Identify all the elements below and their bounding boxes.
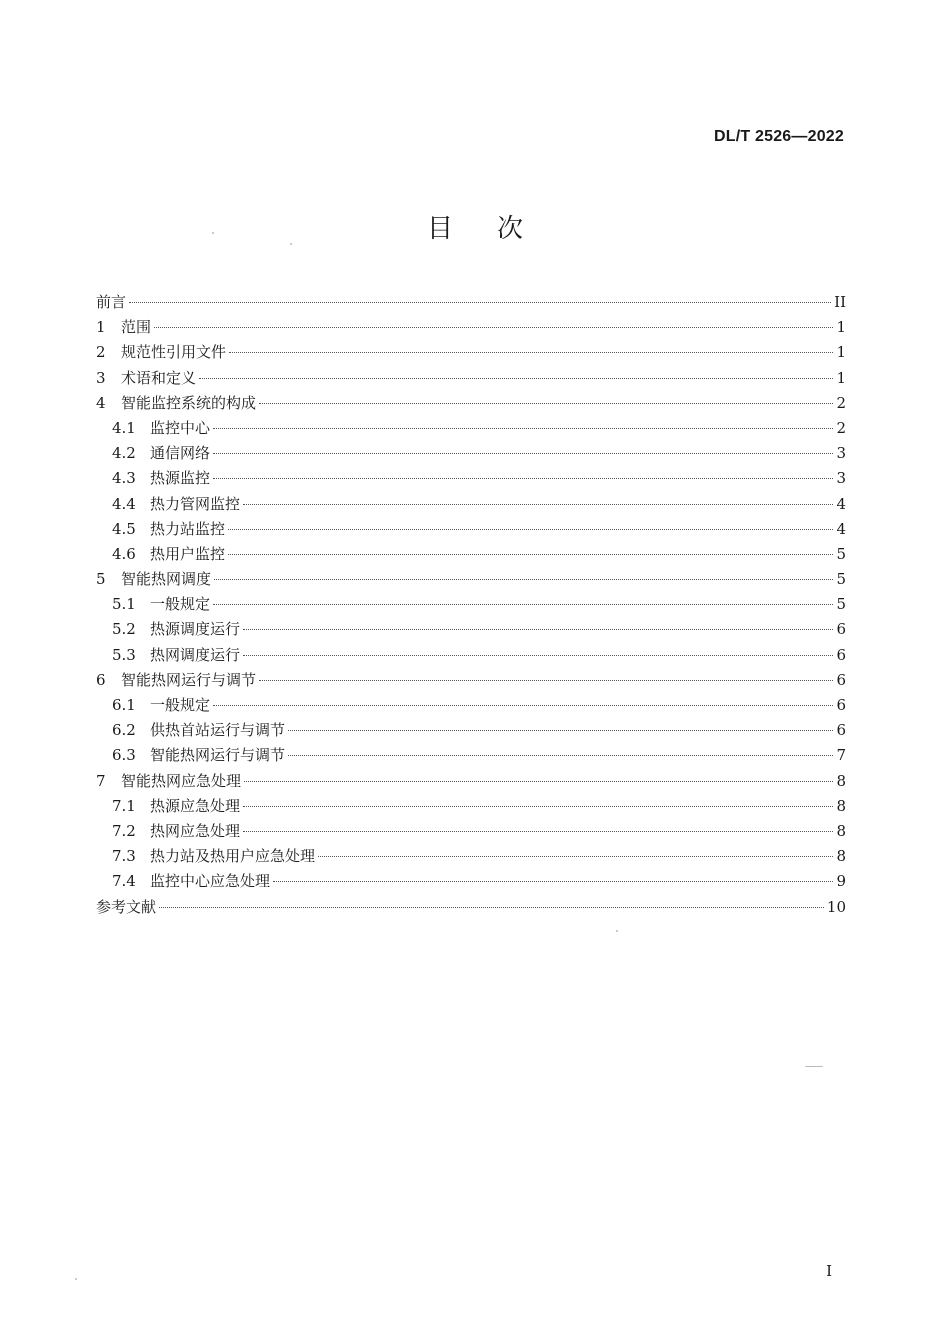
dot-leader [259, 680, 833, 681]
toc-entry-label: 一般规定 [150, 595, 211, 614]
toc-entry-page: 2 [836, 393, 846, 412]
toc-entry-number: 3 [96, 368, 106, 387]
toc-entry-page: 2 [836, 418, 846, 437]
scan-speck [805, 1066, 823, 1067]
toc-entry-label: 热网调度运行 [150, 645, 241, 664]
toc-entry-label: 智能热网运行与调节 [121, 670, 257, 689]
toc-entry-label: 热网应急处理 [150, 821, 241, 840]
toc-entry-page: II [834, 293, 846, 311]
toc-entry[interactable] [96, 416, 846, 441]
dot-leader [213, 705, 833, 706]
dot-leader [259, 403, 833, 404]
toc-entry-number: 5.2 [112, 620, 136, 639]
toc-entry-page: 4 [836, 519, 846, 538]
toc-entry[interactable] [96, 517, 846, 542]
dot-leader [154, 327, 833, 328]
dot-leader [243, 831, 833, 832]
toc-entry-label: 热用户监控 [150, 544, 226, 563]
toc-entry-number: 7 [96, 771, 106, 790]
document-code: DL/T 2526—2022 [714, 128, 844, 145]
toc-entry-number: 6.3 [112, 746, 136, 765]
toc-title: 目次 [426, 214, 567, 244]
toc-entry-page: 8 [836, 771, 846, 790]
dot-leader [288, 730, 833, 731]
toc-entry-label: 智能热网应急处理 [121, 771, 242, 790]
toc-entry-label: 术语和定义 [121, 368, 197, 387]
scan-speck [290, 243, 292, 245]
scan-speck [212, 232, 214, 234]
dot-leader [243, 806, 833, 807]
toc-entry-number: 4 [96, 393, 106, 412]
toc-entry[interactable] [96, 643, 846, 668]
toc-entry-number: 6 [96, 670, 106, 689]
toc-entry-label: 监控中心应急处理 [150, 872, 271, 891]
toc-entry-number: 7.3 [112, 847, 136, 866]
toc-entry-number: 7.2 [112, 821, 136, 840]
toc-entry-label: 热源调度运行 [150, 620, 241, 639]
toc-entry-number: 7.1 [112, 796, 136, 815]
dot-leader [243, 504, 833, 505]
toc-entry-page: 5 [836, 595, 846, 614]
toc-entry-label: 规范性引用文件 [121, 343, 227, 362]
toc-entry[interactable] [96, 718, 846, 743]
toc-entry-number: 6.2 [112, 721, 136, 740]
toc-entry[interactable] [96, 315, 846, 340]
toc-entry-number: 1 [96, 318, 106, 337]
toc-entry-label: 热源监控 [150, 469, 211, 488]
toc-entry-page: 6 [836, 620, 846, 639]
dot-leader [228, 529, 833, 530]
dot-leader [318, 856, 833, 857]
toc-entry[interactable] [96, 668, 846, 693]
toc-entry[interactable] [96, 794, 846, 819]
dot-leader [213, 453, 833, 454]
toc-entry-number: 4.3 [112, 469, 136, 488]
toc-entry-page: 6 [836, 721, 846, 740]
toc-entry-number: 4.4 [112, 494, 136, 513]
dot-leader [199, 378, 833, 379]
toc-entry-label: 监控中心 [150, 418, 211, 437]
toc-entry-number: 5.3 [112, 645, 136, 664]
toc-entry[interactable] [96, 869, 846, 894]
toc-entry-number: 7.4 [112, 872, 136, 891]
toc-entry[interactable] [96, 844, 846, 869]
dot-leader [244, 781, 833, 782]
toc-entry[interactable] [96, 617, 846, 642]
page-folio: I [826, 1262, 832, 1280]
toc-entry-page: 9 [836, 872, 846, 891]
dot-leader [213, 604, 833, 605]
scan-speck [616, 930, 618, 932]
toc-entry-label: 供热首站运行与调节 [150, 721, 286, 740]
toc-entry[interactable] [96, 366, 846, 391]
dot-leader [243, 629, 833, 630]
toc-entry-page: 8 [836, 821, 846, 840]
toc-entry-page: 6 [836, 670, 846, 689]
toc-entry-label: 智能热网调度 [121, 570, 212, 589]
toc-entry-page: 3 [836, 444, 846, 463]
dot-leader [214, 579, 833, 580]
toc-entry-page: 8 [836, 796, 846, 815]
toc-entry-number: 2 [96, 343, 106, 362]
toc-entry[interactable] [96, 895, 846, 920]
toc-entry-number: 6.1 [112, 696, 136, 714]
toc-entry[interactable] [96, 769, 846, 794]
toc-entry-number: 4.2 [112, 444, 136, 463]
dot-leader [129, 302, 831, 303]
toc-entry-page: 3 [836, 469, 846, 488]
toc-entry-number: 5 [96, 570, 106, 589]
scan-speck [75, 1278, 77, 1280]
toc-entry-page: 6 [836, 696, 846, 714]
toc-entry[interactable] [96, 441, 846, 466]
toc-entry-page: 1 [836, 368, 846, 387]
toc-entry-label: 热力站监控 [150, 519, 226, 538]
toc-entry-label: 热源应急处理 [150, 796, 241, 815]
toc-entry-label: 通信网络 [150, 444, 211, 463]
dot-leader [228, 554, 833, 555]
toc-entry-page: 1 [836, 318, 846, 337]
toc-entry[interactable] [96, 340, 846, 365]
dot-leader [288, 755, 833, 756]
toc-entry-number: 4.6 [112, 544, 136, 563]
toc-entry-label: 热力站及热用户应急处理 [150, 847, 316, 866]
dot-leader [273, 881, 833, 882]
toc-entry-number: 4.5 [112, 519, 136, 538]
toc-entry-number: 5.1 [112, 595, 136, 614]
dot-leader [213, 478, 833, 479]
toc-entry[interactable] [96, 290, 846, 315]
toc-entry[interactable] [96, 466, 846, 491]
toc-entry[interactable] [96, 391, 846, 416]
toc-entry-number: 4.1 [112, 418, 136, 437]
toc-entry[interactable] [96, 592, 846, 617]
toc-entry-label: 智能监控系统的构成 [121, 393, 257, 412]
toc-entry[interactable] [96, 819, 846, 844]
toc-entry-page: 7 [836, 746, 846, 765]
toc-entry[interactable] [96, 492, 846, 517]
toc-entry[interactable] [96, 743, 846, 768]
toc-entry-label: 一般规定 [150, 696, 211, 714]
toc-entry[interactable] [96, 567, 846, 592]
dot-leader [159, 907, 824, 908]
toc-entry-page: 1 [836, 343, 846, 362]
toc-entry-page: 5 [836, 570, 846, 589]
toc-entry-label: 前言 [96, 293, 127, 311]
toc-entry-page: 4 [836, 494, 846, 513]
table-of-contents [96, 290, 846, 920]
toc-entry-label: 智能热网运行与调节 [150, 746, 286, 765]
toc-entry-label: 范围 [121, 318, 152, 337]
toc-entry[interactable] [96, 542, 846, 567]
toc-entry-label: 热力管网监控 [150, 494, 241, 513]
dot-leader [229, 352, 833, 353]
toc-entry-page: 8 [836, 847, 846, 866]
toc-entry-label: 参考文献 [96, 897, 157, 916]
toc-entry-page: 6 [836, 645, 846, 664]
dot-leader [243, 655, 833, 656]
dot-leader [213, 428, 833, 429]
toc-entry[interactable] [96, 693, 846, 718]
toc-entry-page: 5 [836, 544, 846, 563]
toc-entry-page: 10 [826, 897, 846, 916]
